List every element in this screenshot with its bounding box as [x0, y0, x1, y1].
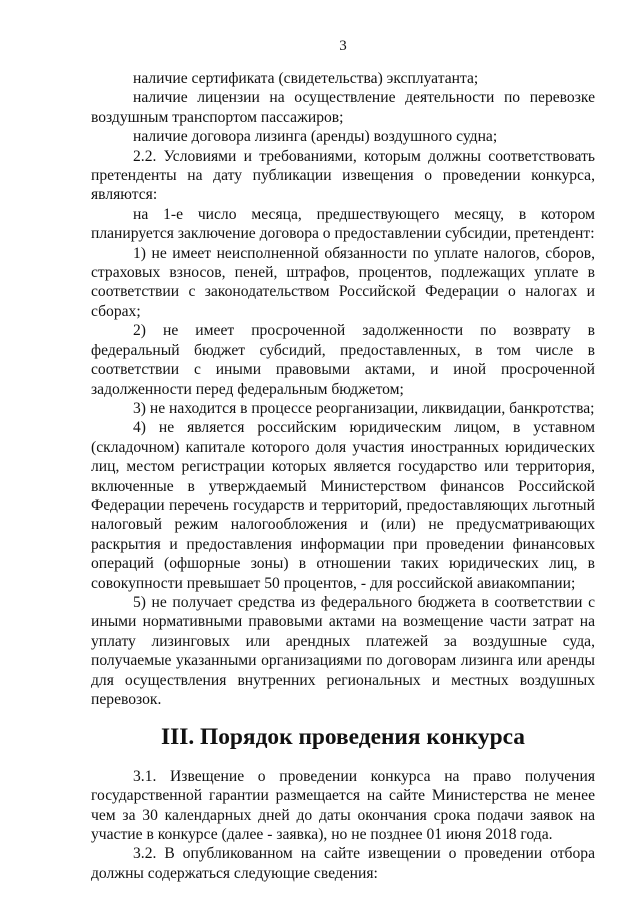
paragraph-date-condition: на 1-е число месяца, предшествующего месяцу, в котором планируется заключение договора о предоставлении субсидии, претендент:	[91, 205, 595, 243]
section-heading: III. Порядок проведения конкурса	[161, 724, 525, 751]
paragraph-3-1: 3.1. Извещение о проведении конкурса на право получения государственной гарантии размещается на сайте Министерства не менее чем за 30 календарных дней до даты окончания срока подачи заявок на участие в конкурсе (далее - заявка), но не позднее 01 июня 2018 года.	[91, 767, 595, 844]
paragraph-item-2: 2) не имеет просроченной задолженности по возврату в федеральный бюджет субсидий, предоставленных, в том числе в соответствии с иными правовыми актами, и иной просроченной задолженности перед федеральным бюджетом;	[91, 322, 595, 398]
paragraph-item-4: 4) не является российским юридическим лицом, в уставном (складочном) капитале которого доля участия иностранных юридических лиц, местом регистрации которых является государство или территория, включенные в утверждаемый Министерством финансов Российской Федерации перечень государств и территорий, предоставляющих льготный налоговый режим налогообложения и (или) не предусматривающих раскрытия и предоставления информации при проведении финансовых операций (офшорные зоны) в отношении таких юридических лиц, в совокупности превышает 50 процентов, - для российской авиакомпании;	[91, 419, 595, 592]
paragraph-2-2-conditions: 2.2. Условиями и требованиями, которым должны соответствовать претенденты на дату публикации извещения о проведении конкурса, являются:	[91, 147, 595, 204]
paragraph-item-1: 1) не имеет неисполненной обязанности по уплате налогов, сборов, страховых взносов, пеней, штрафов, процентов, подлежащих уплате в соответствии с законодательством Российской Федерации о налогах и сборах;	[91, 244, 595, 320]
paragraph-license: наличие лицензии на осуществление деятельности по перевозке воздушным транспортом пассажиров;	[91, 89, 595, 126]
paragraph-item-3: 3) не находится в процессе реорганизации, ликвидации, банкротства;	[133, 399, 595, 417]
page-number: 3	[339, 38, 347, 54]
paragraph-leasing-contract: наличие договора лизинга (аренды) воздушного судна;	[133, 128, 498, 146]
paragraph-3-2: 3.2. В опубликованном на сайте извещении о проведении отбора должны содержаться следующие сведения:	[91, 845, 595, 882]
paragraph-item-5: 5) не получает средства из федерального бюджета в соответствии с иными нормативными правовыми актами на возмещение части затрат на уплату лизинговых или арендных платежей за воздушные суда, получаемые указанными организациями по договорам лизинга или аренды для осуществления внутренних региональных и местных воздушных перевозок.	[91, 593, 595, 708]
paragraph-certificate: наличие сертификата (свидетельства) эксплуатанта;	[133, 70, 479, 87]
